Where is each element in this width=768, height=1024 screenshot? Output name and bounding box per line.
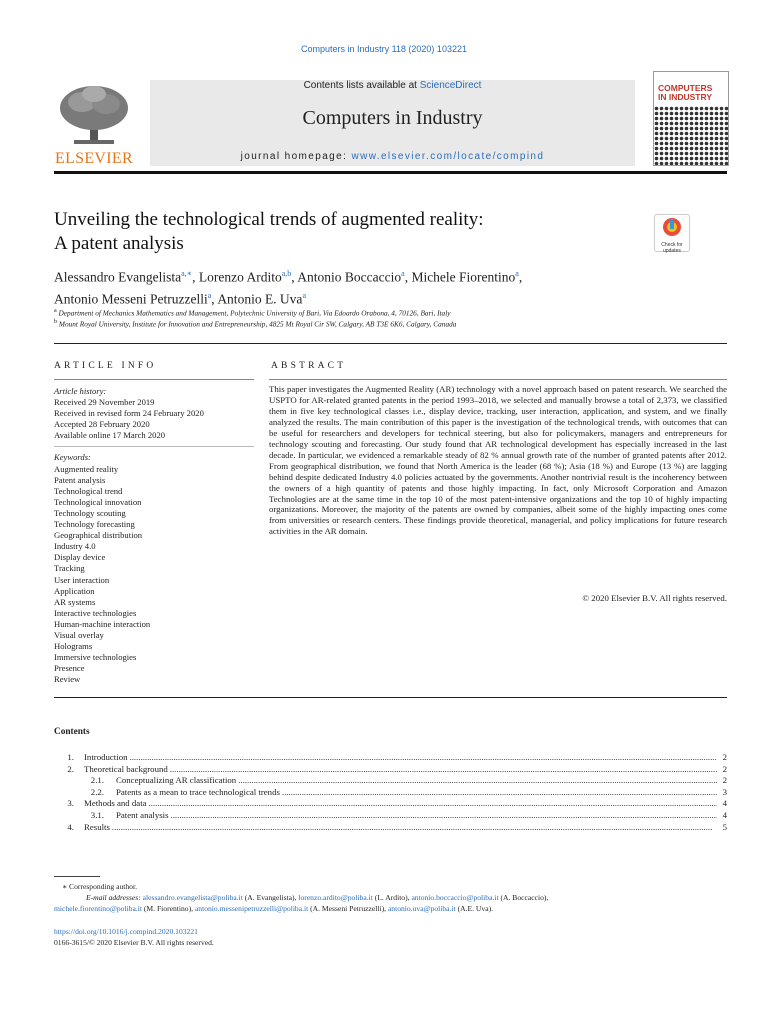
author-name[interactable]: Lorenzo Ardito [198,269,282,285]
table-of-contents [54,752,727,833]
keyword: Tracking [54,563,85,574]
toc-number: 1. [67,752,74,762]
keyword: Holograms [54,641,93,652]
keyword: Augmented reality [54,463,119,474]
author-affil-mark[interactable]: a [207,290,212,300]
keyword: AR systems [54,596,96,607]
toc-leader [170,764,717,774]
author-name[interactable]: Michele Fiorentino [411,269,516,285]
keyword: Review [54,674,81,685]
tree-logo-icon [54,80,134,150]
author-separator: , [211,291,218,306]
email-label: E-mail addresses: [86,893,143,902]
keyword: Presence [54,663,85,674]
crossmark-line-1: Check for [661,242,683,248]
keyword: Geographical distribution [54,530,143,541]
toc-leader [130,752,718,762]
crossmark-line-2: updates [663,248,681,254]
affiliation-mark: b [54,319,58,325]
author-name[interactable]: Antonio E. Uva [217,291,303,306]
check-for-updates-badge[interactable] [654,214,690,252]
sciencedirect-link[interactable]: ScienceDirect [419,80,482,91]
cover-title: COMPUTERS IN INDUSTRY [658,83,713,102]
keyword: Display device [54,552,106,563]
contents-heading: Contents [54,727,90,737]
toc-label[interactable]: Conceptualizing AR classification [116,775,237,786]
keyword: Patent analysis [54,474,106,485]
toc-page: 3 [722,786,727,797]
email-link[interactable]: alessandro.evangelista@poliba.it [142,893,243,902]
footnote-rule [54,876,100,877]
toc-label[interactable]: Patents as a mean to trace technological trends [116,786,280,797]
affiliation-b [54,319,694,328]
keyword: User interaction [54,574,110,585]
author-name[interactable]: Antonio Messeni Petruzzelli [54,291,208,306]
abstract-copyright: © 2020 Elsevier B.V. All rights reserved. [582,593,727,603]
toc-label[interactable]: Methods and data [84,798,147,809]
toc-item[interactable] [54,798,727,810]
toc-item[interactable] [54,752,727,764]
toc-leader [238,775,717,785]
author-separator: , [404,269,412,285]
email-link[interactable]: antonio.uva@poliba.it [387,904,456,913]
toc-number: 4. [67,821,74,832]
toc-number: 2.1. [90,775,104,786]
toc-page: 4 [722,809,727,820]
affiliation-mark: a [54,308,57,314]
affiliation-a [54,308,694,317]
author-affil-mark[interactable]: a,∗ [181,269,193,278]
toc-item[interactable] [54,810,727,822]
doi-link[interactable]: https://doi.org/10.1016/j.compind.2020.103221 [54,927,198,936]
toc-label[interactable]: Introduction [84,752,128,762]
keywords-divider [54,446,254,447]
toc-leader [112,822,717,832]
journal-title: Computers in Industry [302,107,483,129]
toc-label[interactable]: Theoretical background [84,763,168,774]
contents-prefix: Contents lists available at [303,80,420,91]
article-title [54,208,614,256]
toc-item[interactable] [54,822,727,834]
journal-citation[interactable]: Computers in Industry 118 (2020) 103221 [301,44,467,54]
email-owner: (A.E. Uva). [455,904,493,913]
history-label: Article history: [54,386,107,396]
history-accepted: Accepted 28 February 2020 [54,419,150,430]
keyword: Interactive technologies [54,607,137,618]
keywords-label: Keywords: [54,452,91,463]
toc-number: 3. [67,798,74,809]
section-rule-top [54,343,727,344]
author-list [54,265,674,308]
toc-page: 2 [722,752,727,762]
keyword: Technological innovation [54,496,142,507]
header-rule [54,171,727,174]
journal-homepage-line [150,151,635,162]
cover-pattern-icon [654,106,728,166]
toc-item[interactable] [54,775,727,787]
abstract-text: This paper investigates the Augmented Reality (AR) technology with a novel approach based on patent research. We searched the USPTO for AR-related granted patents in the period 1993–2018, we selected and manually browse a total of 2,373, we classified them in five key technological classes i.e., display device, tracking, user interaction, application, and system, and we finally analyzed the results. The main contribution of this paper is the investigation of the technological trends, with outcomes that can be useful for researchers and developers for technical steering, but also for policymakers, managers and entrepreneurs for technology scouting and forecasting. Our study found that AR technological development has especially increased in the last decade. In particular, we evidenced a remarkable steady of 82 % annual growth rate of the number of granted patents after 2012. From geographical distribution, we found that North America is the leader (68 %); Asia (18 %) and Europe (13 %) are lagging behind despite dedicated Industry 4.0 policies actuated by the governments. Another nontrivial result is the incoherency between the owners of a high quantity of patents and those highly impacting. In fact, only Microsoft Corporation and Amazon Technologies are at the same time in the top 10 of the most patent-intensive organizations and the top 10 of highly impacting organizations. Moreover, the majority of the patents are owned by companies, albeit some of the highly impacting ones come from universities or research centers. These findings provide theoretical, managerial, and policy implications for future research activities in the AR domain. [269,384,727,537]
keyword: Technology scouting [54,507,126,518]
article-title-line-2: A patent analysis [54,233,184,254]
history-received: Received 29 November 2019 [54,397,155,408]
email-owner: (A. Boccaccio), [498,893,549,902]
email-owner: (A. Messeni Petruzzelli), [308,904,388,913]
keyword: Technology forecasting [54,519,135,530]
email-link[interactable]: michele.fiorentino@poliba.it [54,904,142,913]
article-info-rule [54,379,254,380]
keyword: Industry 4.0 [54,541,96,552]
contents-available-line [150,80,635,91]
author-separator: , [518,269,523,285]
toc-page: 4 [722,798,727,809]
history-online: Available online 17 March 2020 [54,430,166,441]
publisher-logo-text: ELSEVIER [55,150,133,167]
author-name[interactable]: Alessandro Evangelista [54,269,182,285]
keyword: Technological trend [54,485,123,496]
keyword: Visual overlay [54,629,104,640]
journal-cover-image [653,71,729,166]
affiliation-text: Mount Royal University, Institute for Innovation and Entrepreneurship, 4825 Mt Royal Cir SW, Calgary, AB T3E 6K6, Calgary, Canada [58,319,457,329]
author-name[interactable]: Antonio Boccaccio [297,269,402,285]
toc-leader [171,810,717,820]
author-separator: , [291,269,298,285]
elsevier-logo [54,80,134,166]
crossmark-icon [661,217,683,237]
article-info-panel [54,386,254,685]
email-owner: (A. Evangelista), [242,893,299,902]
toc-number: 3.1. [90,809,104,820]
abstract-heading: ABSTRACT [271,361,347,371]
keyword: Immersive technologies [54,652,137,663]
affiliation-text: Department of Mechanics Mathematics and Management, Polytechnic University of Bari, Via Edoardo Orabona, 4, 70126, Bari, Italy [58,308,451,318]
toc-page: 2 [722,763,727,774]
toc-page: 2 [722,775,727,786]
author-affil-mark[interactable]: a [515,269,519,278]
email-owner: (M. Fiorentino), [141,904,195,913]
history-revised: Received in revised form 24 February 2020 [54,408,204,419]
journal-homepage-link[interactable]: www.elsevier.com/locate/compind [351,151,545,162]
toc-label[interactable]: Patent analysis [116,809,169,820]
section-rule-bottom [54,697,727,698]
email-link[interactable]: lorenzo.ardito@poliba.it [298,893,373,902]
toc-leader [282,787,717,797]
toc-page: 5 [722,821,727,832]
article-info-heading: ARTICLE INFO [54,361,157,371]
email-owner: (L. Ardito), [372,893,412,902]
toc-label[interactable]: Results [84,821,110,832]
keyword: Application [54,585,95,596]
toc-item[interactable] [54,787,727,799]
email-link[interactable]: antonio.boccaccio@poliba.it [411,893,499,902]
toc-number: 2. [67,763,74,774]
email-link[interactable]: antonio.messenipetruzzelli@poliba.it [194,904,309,913]
author-affil-mark[interactable]: a,b [281,269,292,278]
email-addresses-note [54,892,727,914]
author-affil-mark[interactable]: a [302,290,306,300]
author-affil-mark[interactable]: a [401,269,405,278]
abstract-rule [269,379,727,380]
toc-number: 2.2. [90,786,104,797]
keyword: Human-machine interaction [54,618,151,629]
issn-line: 0166-3615/© 2020 Elsevier B.V. All rights reserved. [54,938,214,947]
homepage-prefix: journal homepage: [240,151,352,162]
article-title-line-1: Unveiling the technological trends of augmented reality: [54,209,484,230]
corresponding-author-note: ∗ Corresponding author. [62,882,137,891]
toc-item[interactable] [54,764,727,776]
author-separator: , [192,269,199,285]
toc-leader [149,798,717,808]
